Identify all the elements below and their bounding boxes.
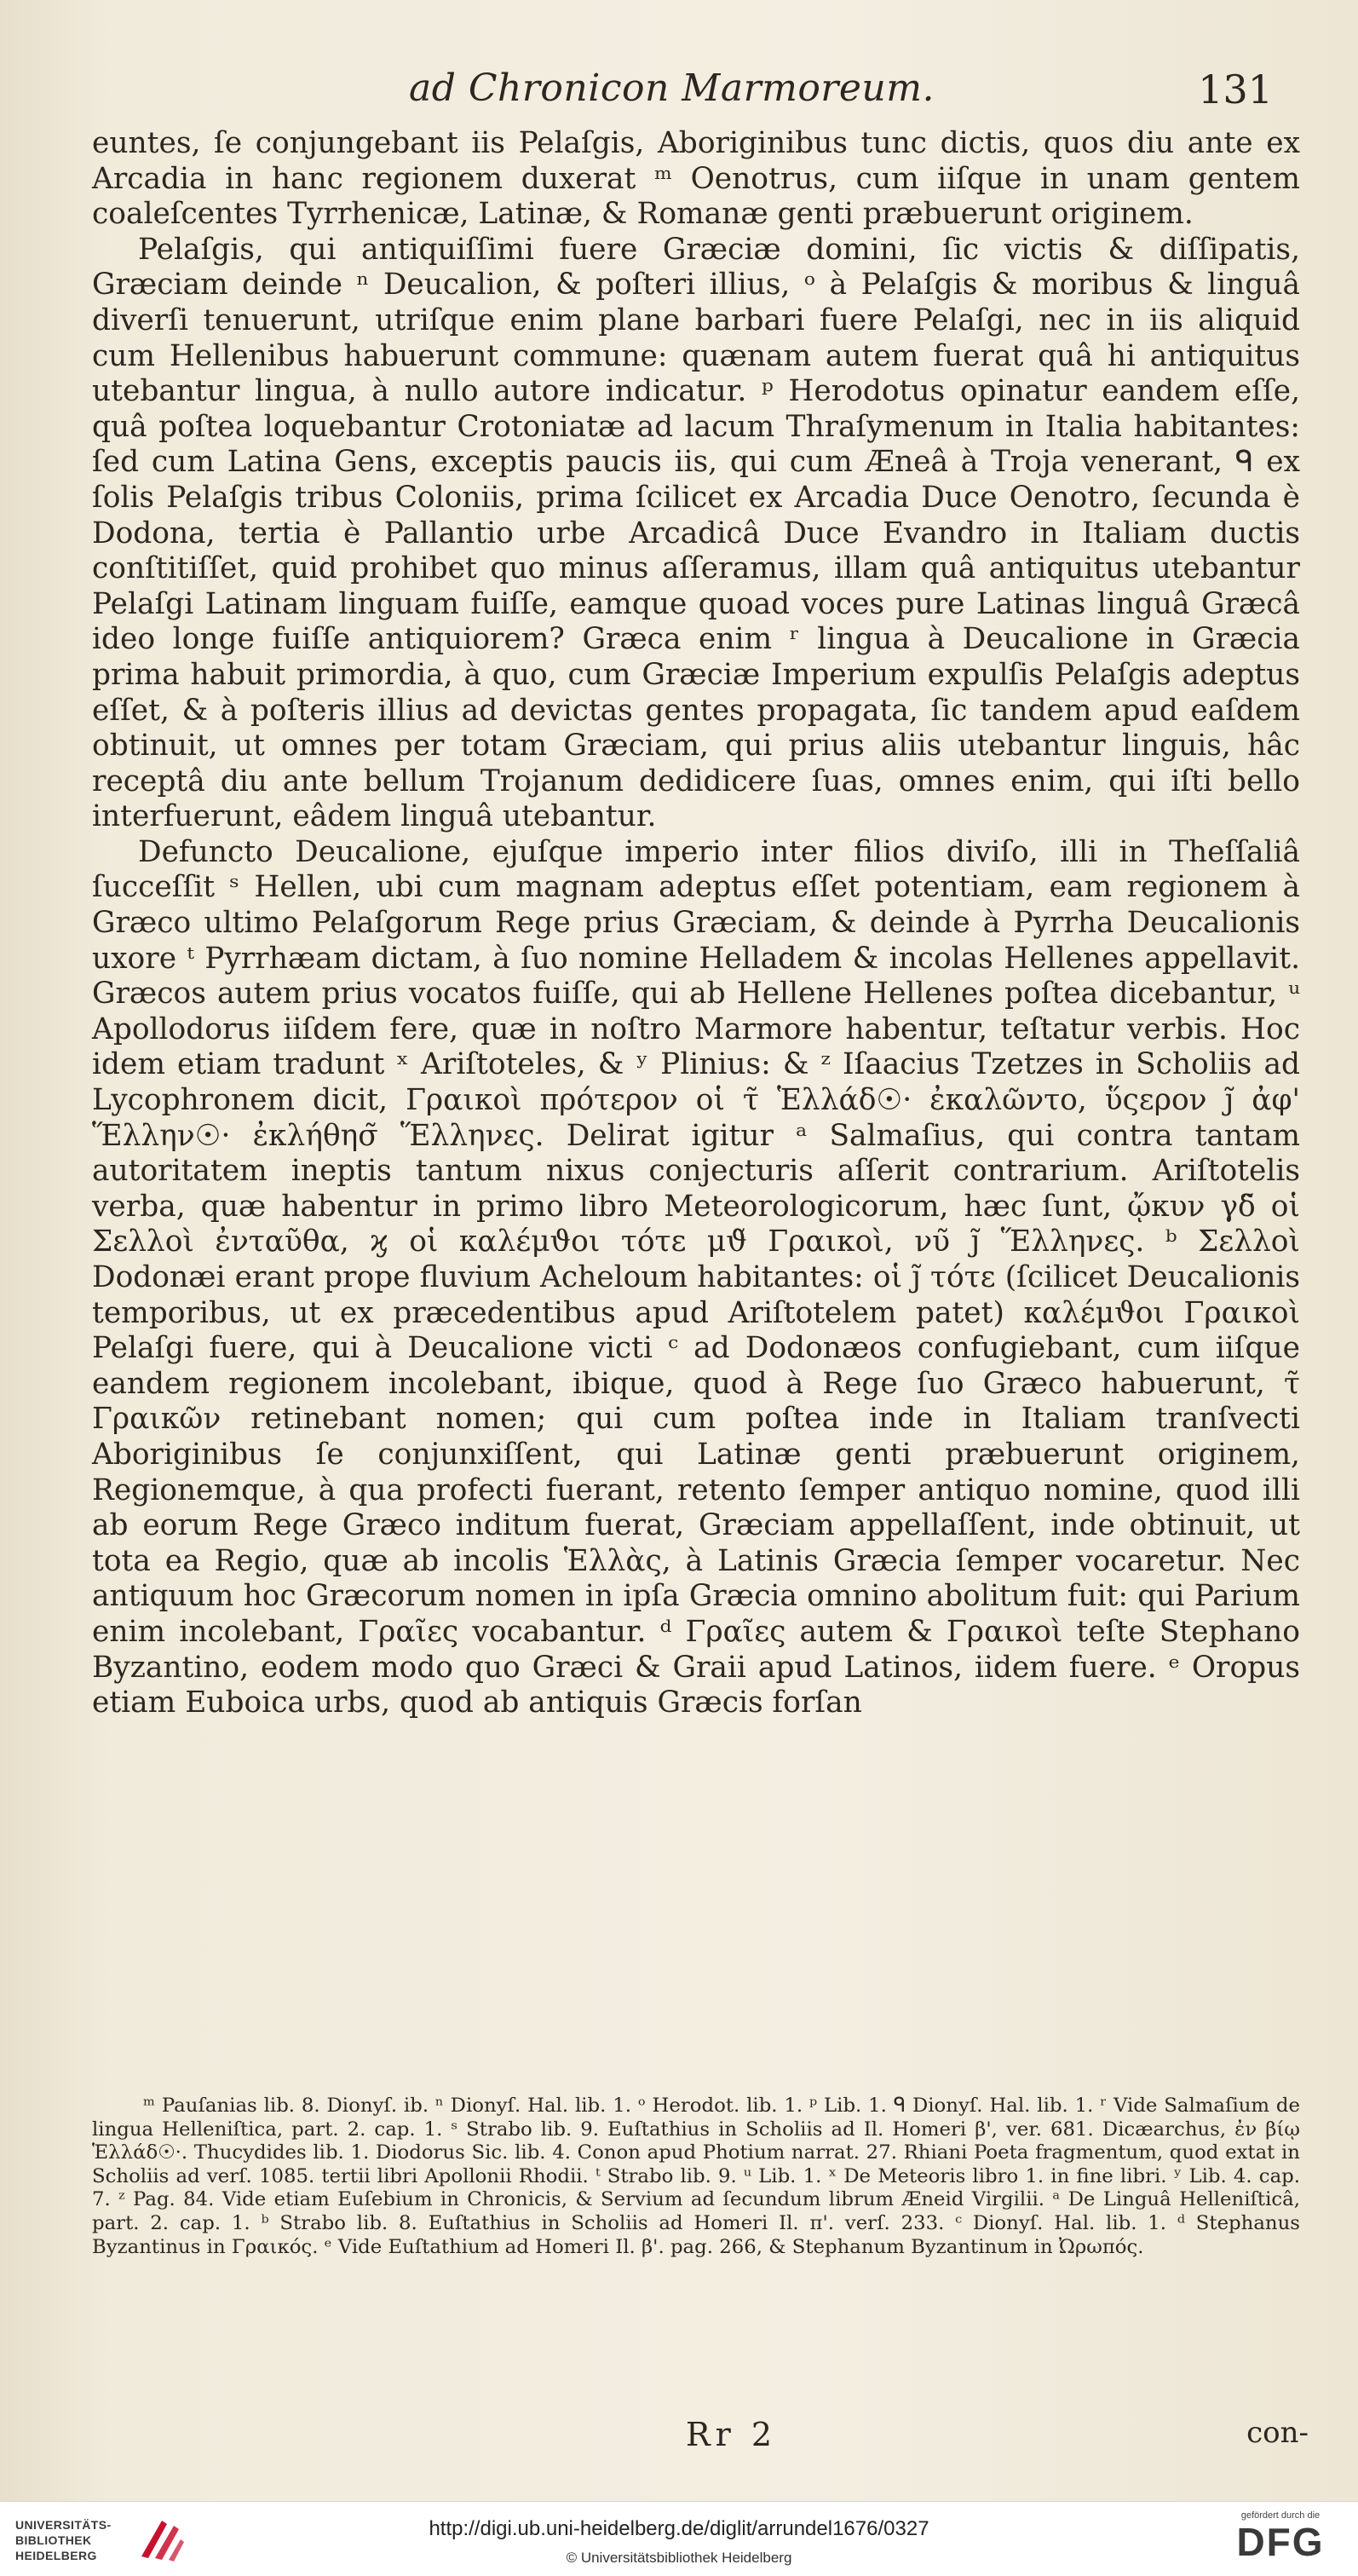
copyright-notice: © Universitätsbibliothek Heidelberg [566,2550,792,2566]
viewer-footer [0,2501,1358,2576]
page-url-link[interactable]: http://digi.ub.uni-heidelberg.de/diglit/arrundel1676/0327 [429,2517,929,2540]
footnotes [92,2095,1300,2259]
funder-caption: gefördert durch die [1240,2510,1321,2521]
main-text [92,126,1300,1721]
funder-name: DFG [1236,2520,1325,2564]
library-name: UNIVERSITÄTS-BIBLIOTHEK HEIDELBERG [15,2518,112,2562]
paragraph: euntes, ſe conjungebant iis Pelaſgis, Aboriginibus tunc dictis, quos diu ante ex Arcadia in hanc regionem duxerat ᵐ Oenotrus, cum iiſque in unam gentem coaleſcentes Tyrrhenicæ, Latinæ, & Romanæ genti præbuerunt originem. [92,126,1300,232]
signature-mark: Rr 2 [686,2416,778,2453]
footnote-block: ᵐ Pauſanias lib. 8. Dionyſ. ib. ⁿ Dionyſ. Hal. lib. 1. ᵒ Herodot. lib. 1. ᵖ Lib. 1. ᑫ Dionyſ. Hal. lib. 1. ʳ Vide Salmaſium de lingua Helleniſtica, part. 2. cap. 1. ˢ Strabo lib. 9. Euſtathius in Scholiis ad Il. Homeri β', ver. 681. Dicæarchus, ἐν βίῳ Ἑλλάδ☉·. Thucydides lib. 1. Diodorus Sic. lib. 4. Conon apud Photium narrat. 27. Rhiani Poeta fragmentum, quod extat in Scholiis ad verſ. 1085. tertii libri Apollonii Rhodii. ᵗ Strabo lib. 9. ᵘ Lib. 1. ˣ De Meteoris libro 1. in fine libri. ʸ Lib. 4. cap. 7. ᶻ Pag. 84. Vide etiam Euſebium in Chronicis, & Servium ad ſecundum librum Æneid Virgilii. ᵃ De Linguâ Helleniſticâ, part. 2. cap. 1. ᵇ Strabo lib. 8. Euſtathius in Scholiis ad Homeri Il. π'. verſ. 233. ᶜ Dionyſ. Hal. lib. 1. ᵈ Stephanus Byzantinus in Γραικός. ᵉ Vide Euſtathium ad Homeri Il. β'. pag. 266, & Stephanum Byzantinum in Ὠρωπός. [92,2095,1300,2258]
running-title: ad Chronicon Marmoreum. [409,66,935,110]
funder-logo [1225,2510,1336,2563]
page-number: 131 [1198,66,1273,112]
page-header [136,66,1324,126]
paragraph: Defuncto Deucalione, ejuſque imperio inter filios diviſo, illi in Theſſaliâ ſucceſſit ˢ Hellen, ubi cum magnam adeptus eſſet potentiam, eam regionem à Græco ultimo Pelaſgorum Rege prius Græciam, & deinde à Pyrrha Deucalionis uxore ᵗ Pyrrhæam dictam, à ſuo nomine Helladem & incolas Hellenes appellavit. Græcos autem prius vocatos fuiſſe, qui ab Hellene Hellenes poſtea dicebantur, ᵘ Apollodorus iiſdem fere, quæ in noſtro Marmore habentur, teſtatur verbis. Hoc idem etiam tradunt ˣ Ariſtoteles, & ʸ Plinius: & ᶻ Iſaacius Tzetzes in Scholiis ad Lycophronem dicit, Γραικοὶ πρότερον οἱ τ̃ Ἑλλάδ☉· ἐκαλῶντο, ὕςερον ȷ̃ ἀφ' Ἕλλην☉· ἐκλήθησ̃ Ἕλληνες. Delirat igitur ᵃ Salmaſius, qui contra tantam autoritatem ineptis tantum nixus conjecturis aſſerit contrarium. Ariſtotelis verba, quæ habentur in primo libro Meteorologicorum, hæc ſunt, ᾤκυν γδ̃ οἱ Σελλοὶ ἐνταῦθα, ϗ οἱ καλέμϑοι τότε μϑ̃ Γραικοὶ, νυ̃ ȷ̃ Ἕλληνες. ᵇ Σελλοὶ Dodonæi erant prope fluvium Acheloum habitantes: οἱ ȷ̃ τότε (ſcilicet Deucalionis temporibus, ut ex præcedentibus apud Ariſtotelem patet) καλέμϑοι Γραικοὶ Pelaſgi fuere, qui à Deucalione victi ᶜ ad Dodonæos confugiebant, cum iiſque eandem regionem incolebant, ibique, quod à Rege ſuo Græco habuerunt, τ̃ Γραικῶν retinebant nomen; qui cum poſtea inde in Italiam tranſvecti Aboriginibus ſe conjunxiſſent, qui Latinæ genti præbuerunt originem, Regionemque, à qua profecti fuerant, retento ſemper antiquo nomine, quod illi ab eorum Rege Græco inditum fuerat, Græciam appellaſſent, inde obtinuit, ut tota ea Regio, quæ ab incolis Ἑλλὰς, à Latinis Græcia ſemper vocaretur. Nec antiquum hoc Græcorum nomen in ipſa Græcia omnino abolitum fuit: qui Parium enim incolebant, Γραῖες vocabantur. ᵈ Γραῖες autem & Γραικοὶ teſte Stephano Byzantino, eodem modo quo Græci & Graii apud Latinos, iidem fuere. ᵉ Oropus etiam Euboica urbs, quod ab antiquis Græcis forſan [92,834,1300,1720]
catchword: con- [1246,2416,1309,2450]
paragraph: Pelaſgis, qui antiquiſſimi fuere Græciæ domini, ſic victis & diſſipatis, Græciam deinde ⁿ Deucalion, & poſteri illius, ᵒ à Pelaſgis & moribus & linguâ diverſi tenuerunt, utriſque enim plane barbari fuere Pelaſgi, nec in iis aliquid cum Hellenibus habuerunt commune: quænam autem fuerat quâ hi antiquitus utebantur lingua, à nullo autore indicatur. ᵖ Herodotus opinatur eandem eſſe, quâ poſtea loquebantur Crotoniatæ ad lacum Thraſymenum in Italia habitantes: ſed cum Latina Gens, exceptis paucis iis, qui cum Æneâ à Troja venerant, ᑫ ex ſolis Pelaſgis tribus Coloniis, prima ſcilicet ex Arcadia Duce Oenotro, ſecunda è Dodona, tertia è Pallantio urbe Arcadicâ Duce Evandro in Italiam ductis conſtitiſſet, quid prohibet quo minus aſſeramus, illam quâ antiquitus utebantur Pelaſgi Latinam linguam fuiſſe, eamque quoad voces pure Latinas linguâ Græcâ ideo longe fuiſſe antiquiorem? Græca enim ʳ lingua à Deucalione in Græcia prima habuit primordia, à quo, cum Græciæ Imperium expulſis Pelaſgis adeptus eſſet, & à poſteris illius ad devictas gentes propagata, ſic tandem apud eaſdem obtinuit, ut omnes per totam Græciam, qui prius aliis utebantur linguis, hâc receptâ diu ante bellum Trojanum dedidicere ſuas, omnes enim, qui iſti bello interfuerunt, eâdem linguâ utebantur. [92,232,1300,834]
